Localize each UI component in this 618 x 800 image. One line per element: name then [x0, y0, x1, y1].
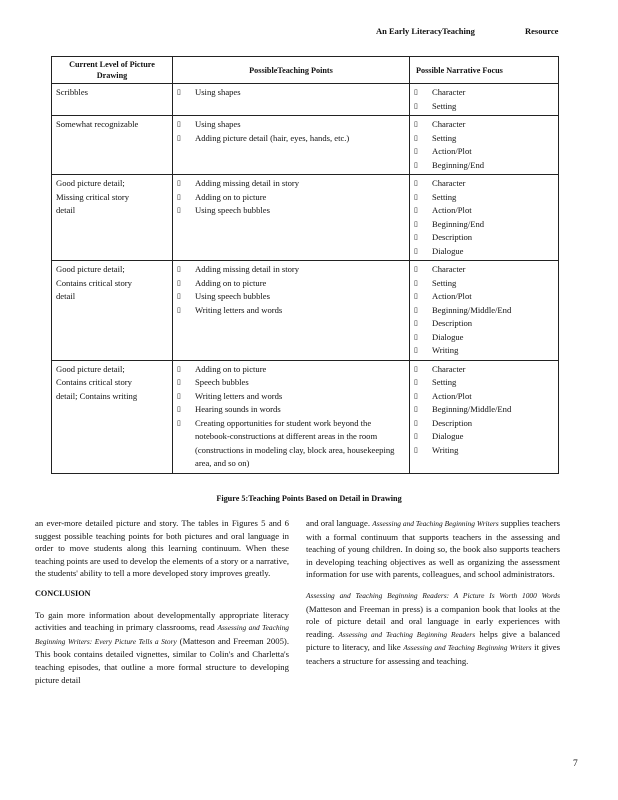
narrative-focus: ▯ Action/Plot [414, 145, 554, 159]
table-row [52, 84, 559, 116]
narrative-focus-list [414, 363, 554, 458]
teaching-point-cell [173, 175, 410, 261]
paragraph: an ever-more detailed picture and story. The tables in Figures 5 and 6 suggest possible teaching points for both pictures and oral language in order to move students along this learning continuum. When these teaching points are used to develop the elements of a story or a narrative, the students' ability to tell a more developed story improves greatly. [35, 518, 289, 579]
narrative-focus: ▯ Character [414, 263, 554, 277]
text-run: supplies teachers with a formal continuum that supports teachers in the assessing and teaching of young children. In doing so, the book also supports teachers in developing teaching objectives as well as organizing the assessment information for use with parents, colleagues, and school administrators. [306, 518, 560, 580]
book-title: Assessing and Teaching Beginning Writers [372, 519, 499, 528]
left-column [35, 517, 289, 694]
book-title: Assessing and Teaching Beginning Writers [403, 643, 532, 653]
teaching-point: ▯ Creating opportunities for student work beyond the notebook-constructions at different areas in the room (constructions in modeling clay, block area, housekeeping area, and so on) [177, 417, 405, 471]
teaching-point-list [177, 177, 405, 218]
level-cell: Good picture detail; Contains critical story detail; Contains writing [52, 360, 173, 473]
narrative-focus: ▯ Action/Plot [414, 390, 554, 404]
narrative-focus: ▯ Beginning/Middle/End [414, 403, 554, 417]
narrative-focus: ▯ Dialogue [414, 331, 554, 345]
teaching-point: ▯ Adding on to picture [177, 363, 405, 377]
teaching-point: ▯ Hearing sounds in words [177, 403, 405, 417]
narrative-focus: ▯ Setting [414, 376, 554, 390]
page-number: 7 [573, 759, 578, 769]
book-title: Assessing and Teaching Beginning Readers [338, 629, 476, 639]
narrative-focus: ▯ Character [414, 177, 554, 191]
book-title: Assessing and Teaching Beginning Readers: A Picture Is Worth 1000 Words [306, 590, 560, 600]
book-title: Assessing and Teaching Beginning Writers: Every Picture Tells a Story [35, 623, 289, 646]
figure-caption: Figure 5:Teaching Points Based on Detail in Drawing [216, 494, 402, 503]
header-resource: Resource [525, 26, 559, 36]
narrative-focus-cell [410, 360, 559, 473]
header-title: An Early LiteracyTeaching [376, 26, 475, 36]
header-current-level: Current Level of Picture Drawing [52, 57, 173, 84]
right-column [306, 517, 560, 676]
teaching-point: ▯ Adding missing detail in story [177, 263, 405, 277]
table-row [52, 116, 559, 175]
teaching-point: ▯ Using shapes [177, 118, 405, 132]
narrative-focus: ▯ Beginning/Middle/End [414, 304, 554, 318]
narrative-focus: ▯ Character [414, 86, 554, 100]
narrative-focus: ▯ Dialogue [414, 245, 554, 259]
teaching-point: ▯ Adding on to picture [177, 277, 405, 291]
narrative-focus: ▯ Setting [414, 191, 554, 205]
level-cell: Good picture detail; Contains critical story detail [52, 261, 173, 361]
teaching-point: ▯ Writing letters and words [177, 304, 405, 318]
narrative-focus: ▯ Beginning/End [414, 159, 554, 173]
teaching-point: ▯ Speech bubbles [177, 376, 405, 390]
header-narrative-focus: Possible Narrative Focus [410, 57, 559, 84]
narrative-focus-list [414, 177, 554, 258]
teaching-point: ▯ Using speech bubbles [177, 204, 405, 218]
level-cell: Scribbles [52, 84, 173, 116]
narrative-focus: ▯ Description [414, 417, 554, 431]
table-row [52, 261, 559, 361]
teaching-point-list [177, 118, 405, 145]
teaching-point-list [177, 363, 405, 471]
narrative-focus-list [414, 263, 554, 358]
narrative-focus: ▯ Writing [414, 444, 554, 458]
narrative-focus: ▯ Description [414, 317, 554, 331]
narrative-focus-cell [410, 84, 559, 116]
text-run: helps give a balanced picture to literacy, and like [306, 628, 560, 653]
paragraph [306, 517, 560, 581]
narrative-focus: ▯ Character [414, 118, 554, 132]
teaching-points-table [51, 56, 559, 474]
paragraph [306, 589, 560, 668]
teaching-point: ▯ Using shapes [177, 86, 405, 100]
narrative-focus: ▯ Character [414, 363, 554, 377]
text-run: (Matteson and Freeman 2005). This book contains detailed vignettes, similar to Colin's and Charletta's teaching episodes, that outline a more formal structure to developing picture detail [35, 635, 289, 685]
conclusion-heading: CONCLUSION [35, 588, 91, 598]
narrative-focus: ▯ Action/Plot [414, 204, 554, 218]
header-teaching-points: PossibleTeaching Points [173, 57, 410, 84]
teaching-point-list [177, 86, 405, 100]
level-cell: Good picture detail; Missing critical story detail [52, 175, 173, 261]
table-row [52, 175, 559, 261]
narrative-focus-cell [410, 175, 559, 261]
narrative-focus: ▯ Action/Plot [414, 290, 554, 304]
teaching-point-cell [173, 84, 410, 116]
teaching-point-cell [173, 360, 410, 473]
teaching-point: ▯ Writing letters and words [177, 390, 405, 404]
teaching-point: ▯ Adding on to picture [177, 191, 405, 205]
narrative-focus: ▯ Beginning/End [414, 218, 554, 232]
text-run: and oral language. [306, 518, 373, 528]
teaching-point-cell [173, 261, 410, 361]
table-row [52, 360, 559, 473]
teaching-point: ▯ Adding missing detail in story [177, 177, 405, 191]
narrative-focus-list [414, 118, 554, 172]
narrative-focus: ▯ Description [414, 231, 554, 245]
teaching-point: ▯ Adding picture detail (hair, eyes, hands, etc.) [177, 132, 405, 146]
paragraph [35, 609, 289, 687]
narrative-focus-cell [410, 116, 559, 175]
narrative-focus-list [414, 86, 554, 113]
teaching-point-cell [173, 116, 410, 175]
narrative-focus: ▯ Writing [414, 344, 554, 358]
narrative-focus: ▯ Setting [414, 100, 554, 114]
teaching-point: ▯ Using speech bubbles [177, 290, 405, 304]
narrative-focus: ▯ Dialogue [414, 430, 554, 444]
narrative-focus: ▯ Setting [414, 277, 554, 291]
narrative-focus-cell [410, 261, 559, 361]
running-header [0, 26, 618, 40]
narrative-focus: ▯ Setting [414, 132, 554, 146]
text-run: To gain more information about developmentally appropriate literacy activities and teaching in primary classrooms, read [35, 609, 289, 633]
level-cell: Somewhat recognizable [52, 116, 173, 175]
text-run: it gives teachers a structure for assessing and teaching. [306, 642, 560, 666]
text-run: (Matteson and Freeman in press) is a companion book that looks at the role of picture detail and oral language in early experiences with reading. [306, 603, 560, 639]
teaching-point-list [177, 263, 405, 317]
